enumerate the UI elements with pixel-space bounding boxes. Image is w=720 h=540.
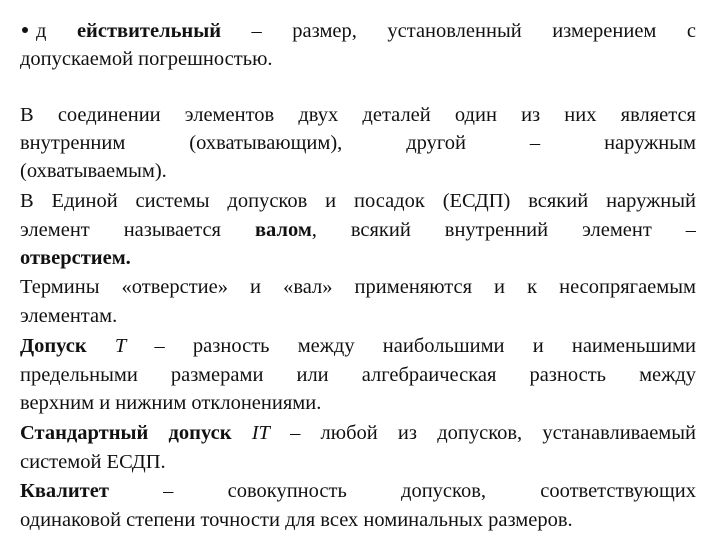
p4-line-1 [20, 333, 696, 360]
term-hole: отверстием. [20, 247, 131, 269]
p5-text-1: – любой из допусков, устанавливаемый [290, 422, 696, 444]
p2-text-2b: , всякий внутренний элемент – [311, 219, 696, 241]
p6-text-1: – совокупность допусков, соответствующих [163, 480, 696, 502]
p5-line-1 [20, 420, 696, 447]
p5-line-2 [20, 449, 696, 476]
p1-text-3: (охватываемым). [20, 160, 167, 182]
p1-line-1 [20, 102, 696, 129]
symbol-it: IT [251, 422, 270, 444]
p2-line-3 [20, 245, 696, 272]
p4-line-2 [20, 362, 696, 389]
bullet-line-2 [20, 46, 696, 73]
p1-line-3 [20, 158, 696, 185]
p2-text-1: В Единой системы допусков и посадок (ЕСДП) всякий наружный [20, 190, 696, 212]
term-standard-tolerance: Стандартный допуск [20, 422, 232, 444]
term-tolerance: Допуск [20, 335, 87, 357]
term-actual-size: ействительный [76, 20, 222, 42]
bullet-prefix: д [36, 20, 47, 42]
bullet-definition-end: допускаемой погрешностью. [20, 48, 273, 70]
bullet-icon [22, 27, 28, 33]
bullet-line-1 [20, 18, 696, 45]
bullet-definition-start: – размер, установленный измерением с [251, 20, 696, 42]
p2-line-2 [20, 217, 696, 244]
p6-line-2 [20, 507, 696, 534]
p2-text-2a: элемент называется [20, 219, 221, 241]
p3-line-2 [20, 303, 696, 330]
term-quality-grade: Квалитет [20, 480, 109, 502]
p6-text-2: одинаковой степени точности для всех номинальных размеров. [20, 509, 573, 531]
p4-text-3: верхним и нижним отклонениями. [20, 392, 322, 414]
p6-line-1 [20, 478, 696, 505]
p3-text-1: Термины «отверстие» и «вал» применяются и к несопрягаемым [20, 276, 696, 298]
term-shaft: валом [254, 219, 312, 241]
p1-line-2 [20, 130, 696, 157]
symbol-t: T [114, 335, 127, 357]
p3-line-1 [20, 274, 696, 301]
p2-line-1 [20, 188, 696, 215]
p1-text-1: В соединении элементов двух деталей один из них является [20, 104, 696, 126]
p3-text-2: элементам. [20, 305, 118, 327]
p1-text-2: внутренним (охватывающим), другой – наружным [20, 132, 696, 154]
p4-text-1: – разность между наибольшими и наименьшими [154, 335, 696, 357]
p5-text-2: системой ЕСДП. [20, 451, 166, 473]
p4-text-2: предельными размерами или алгебраическая разность между [20, 364, 696, 386]
p4-line-3 [20, 390, 696, 417]
